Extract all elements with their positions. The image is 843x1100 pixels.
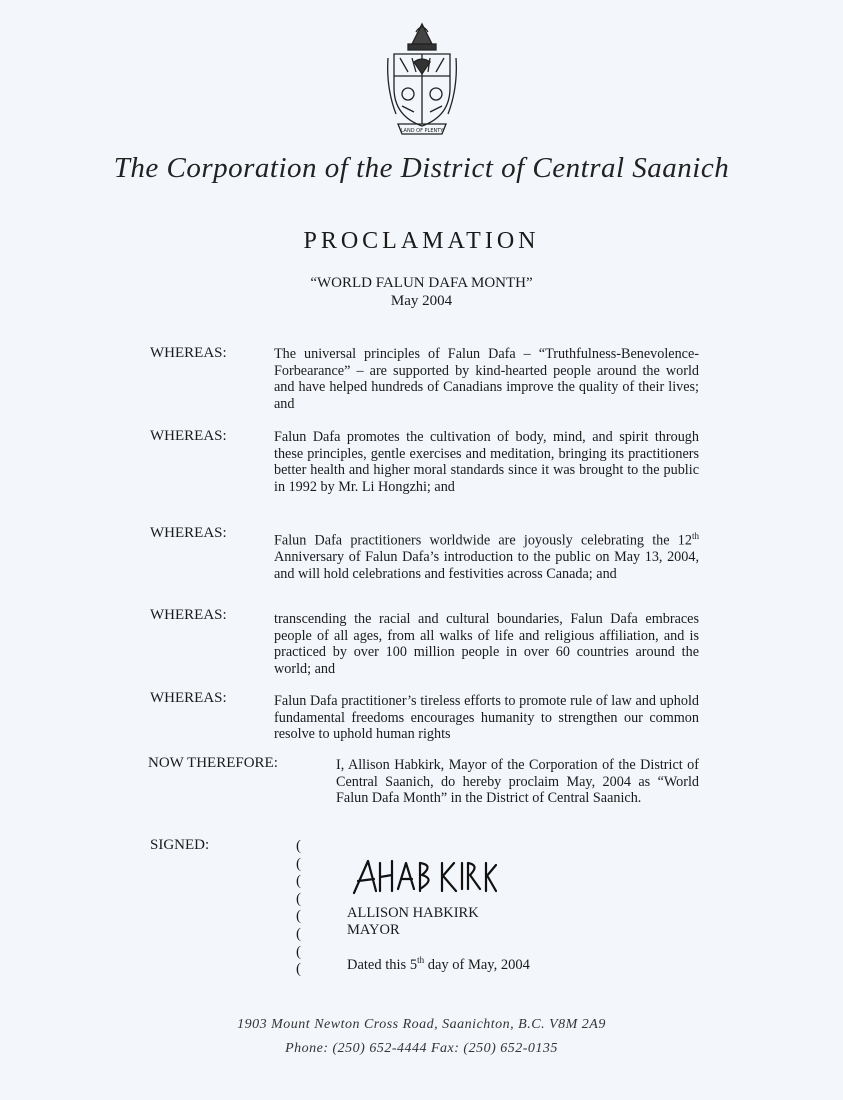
coat-of-arms-icon [386,18,458,138]
footer-address: 1903 Mount Newton Cross Road, Saanichton, B.C. V8M 2A9 [237,1017,606,1032]
page-title: PROCLAMATION [303,228,540,254]
signature-brackets: ( ( ( ( ( ( ( ( [296,838,301,978]
clause-3-text [274,528,699,583]
crest-motto: LAND OF PLENTY [400,128,444,134]
event-date: May 2004 [390,293,453,309]
dated-sup: th [417,955,425,965]
dated-line [347,955,530,974]
mayor-title: MAYOR [347,922,400,938]
proclamation-subtitle [0,274,843,310]
footer-contact: Phone: (250) 652-4444 Fax: (250) 652-0135 [285,1041,558,1056]
clause-2-text: Falun Dafa promotes the cultivation of body, mind, and spirit through these principles, gentle exercises and meditation, bringing its practitioners better health and higher moral standards since it was brought to the public in 1992 by Mr. Li Hongzhi; and [274,429,699,495]
clause-3-label: WHEREAS: [150,525,227,541]
clause-3-text-sup: th [691,531,699,541]
signed-label: SIGNED: [150,837,210,853]
dated-suffix: day of May, 2004 [424,956,530,973]
mayor-name: ALLISON HABKIRK [347,905,479,921]
organization-name: The Corporation of the District of Central Saanich [113,152,730,184]
clause-4-text: transcending the racial and cultural boundaries, Falun Dafa embraces people of all ages, from all walks of life and religious affiliation, and is practiced by over 100 million people in over 60 countries around the world; and [274,611,699,677]
clause-1-text: The universal principles of Falun Dafa – “Truthfulness-Benevolence-Forbearance” – are supported by kind-hearted people around the world and have helped hundreds of Canadians improve the quality of their lives; and [274,346,699,412]
clause-1-label: WHEREAS: [150,345,227,361]
event-name: “WORLD FALUN DAFA MONTH” [310,275,533,291]
now-therefore-text: I, Allison Habkirk, Mayor of the Corporation of the District of Central Saanich, do hereby proclaim May, 2004 as “World Falun Dafa Month” in the District of Central Saanich. [336,757,699,807]
mayor-signature [352,855,497,897]
clause-2-label: WHEREAS: [150,428,227,444]
clause-4-label: WHEREAS: [150,607,227,623]
now-therefore-label: NOW THEREFORE: [148,755,278,771]
dated-prefix: Dated this 5 [347,956,418,973]
clause-3-text-prefix: Falun Dafa practitioners worldwide are joyously celebrating the 12 [274,532,692,549]
clause-5-label: WHEREAS: [150,690,227,706]
mayor-name-block [347,905,479,939]
clause-3-text-suffix: Anniversary of Falun Dafa’s introduction to the public on May 13, 2004, and will hold celebrations and festivities across Canada; and [274,549,699,582]
clause-5-text: Falun Dafa practitioner’s tireless efforts to promote rule of law and uphold fundamental freedoms encourages humanity to strengthen our common resolve to uphold human rights [274,693,699,743]
